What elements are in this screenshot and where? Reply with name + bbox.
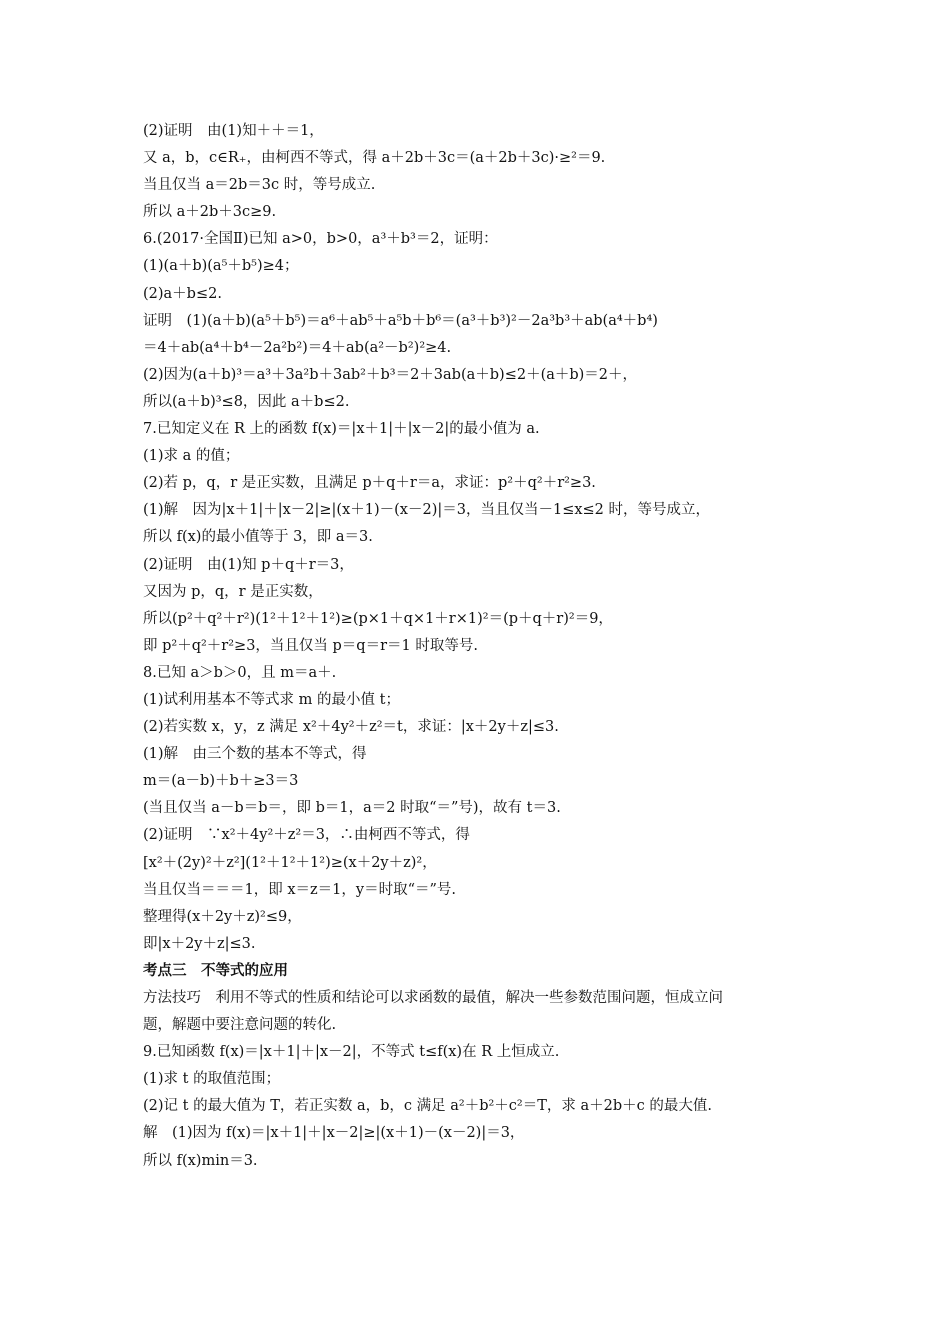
text-line: 所以(a＋b)³≤8，因此 a＋b≤2. — [143, 393, 350, 410]
text-line: 所以 f(x)min＝3. — [143, 1152, 258, 1169]
text-line: 又因为 p，q，r 是正实数， — [143, 583, 323, 600]
text-line: (1)试利用基本不等式求 m 的最小值 t； — [143, 691, 400, 708]
text-line: 所以 a＋2b＋3c≥9. — [143, 204, 277, 221]
text-line: (1)解 由三个数的基本不等式，得 — [143, 746, 367, 763]
text-line: (2)证明 由(1)知＋＋＝1， — [143, 123, 324, 139]
text-line: (当且仅当 a－b＝b＝，即 b＝1，a＝2 时取“＝”号)，故有 t＝3. — [143, 800, 561, 817]
text-line: 证明 (1)(a＋b)(a⁵＋b⁵)＝a⁶＋ab⁵＋a⁵b＋b⁶＝(a³＋b³)²－2a³b³＋ab(a⁴＋b⁴) — [143, 312, 658, 329]
text-line: 6.(2017·全国Ⅱ)已知 a>0，b>0，a³＋b³＝2，证明： — [143, 231, 498, 248]
text-line: [x²＋(2y)²＋z²](1²＋1²＋1²)≥(x＋2y＋z)²， — [143, 854, 437, 871]
text-line: 解 (1)因为 f(x)＝|x＋1|＋|x－2|≥|(x＋1)－(x－2)|＝3， — [143, 1125, 525, 1142]
text-line: 即|x＋2y＋z|≤3. — [143, 935, 256, 952]
text-line: 所以 f(x)的最小值等于 3，即 a＝3. — [143, 529, 373, 546]
document-page — [143, 118, 823, 1175]
text-line: 9.已知函数 f(x)＝|x＋1|＋|x－2|，不等式 t≤f(x)在 R 上恒成立. — [143, 1044, 560, 1061]
text-line: 当且仅当 a＝2b＝3c 时，等号成立. — [143, 177, 376, 194]
section-heading: 考点三 不等式的应用 — [143, 962, 288, 979]
text-line: m＝(a－b)＋b＋≥3＝3 — [143, 773, 299, 790]
text-line: (1)(a＋b)(a⁵＋b⁵)≥4； — [143, 258, 299, 275]
method-tip-line: 题，解题中要注意问题的转化. — [143, 1017, 337, 1034]
text-line: (2)记 t 的最大值为 T，若正实数 a，b，c 满足 a²＋b²＋c²＝T，求 a＋2b＋c 的最大值. — [143, 1098, 712, 1115]
text-line: 整理得(x＋2y＋z)²≤9， — [143, 908, 302, 925]
text-line: 7.已知定义在 R 上的函数 f(x)＝|x＋1|＋|x－2|的最小值为 a. — [143, 421, 540, 438]
text-line: 所以(p²＋q²＋r²)(1²＋1²＋1²)≥(p×1＋q×1＋r×1)²＝(p＋q＋r)²＝9， — [143, 610, 613, 627]
text-line: (1)解 因为|x＋1|＋|x－2|≥|(x＋1)－(x－2)|＝3，当且仅当－1≤x≤2 时，等号成立， — [143, 502, 710, 519]
text-line: 又 a，b，c∈R₊，由柯西不等式，得 a＋2b＋3c＝(a＋2b＋3c)·≥²＝9. — [143, 150, 606, 167]
text-line: 8.已知 a＞b＞0，且 m＝a＋. — [143, 664, 337, 681]
text-line: (2)若 p，q，r 是正实数，且满足 p＋q＋r＝a，求证：p²＋q²＋r²≥3. — [143, 475, 596, 492]
text-line: ＝4＋ab(a⁴＋b⁴－2a²b²)＝4＋ab(a²－b²)²≥4. — [143, 339, 452, 356]
text-line: 即 p²＋q²＋r²≥3，当且仅当 p＝q＝r＝1 时取等号. — [143, 637, 478, 654]
text-line: (2)若实数 x，y，z 满足 x²＋4y²＋z²＝t，求证：|x＋2y＋z|≤3. — [143, 719, 559, 736]
text-line: 当且仅当＝＝＝1，即 x＝z＝1，y＝时取“＝”号. — [143, 881, 457, 898]
text-line: (2)a＋b≤2. — [143, 285, 222, 302]
text-line: (2)证明 ∵x²＋4y²＋z²＝3，∴由柯西不等式，得 — [143, 827, 470, 844]
method-tip-line: 方法技巧 利用不等式的性质和结论可以求函数的最值，解决一些参数范围问题，恒成立问 — [143, 990, 723, 1006]
text-line: (1)求 a 的值； — [143, 448, 240, 465]
text-line: (2)证明 由(1)知 p＋q＋r＝3， — [143, 556, 354, 573]
text-line: (1)求 t 的取值范围； — [143, 1071, 281, 1088]
text-line: (2)因为(a＋b)³＝a³＋3a²b＋3ab²＋b³＝2＋3ab(a＋b)≤2＋(a＋b)＝2＋， — [143, 366, 638, 383]
